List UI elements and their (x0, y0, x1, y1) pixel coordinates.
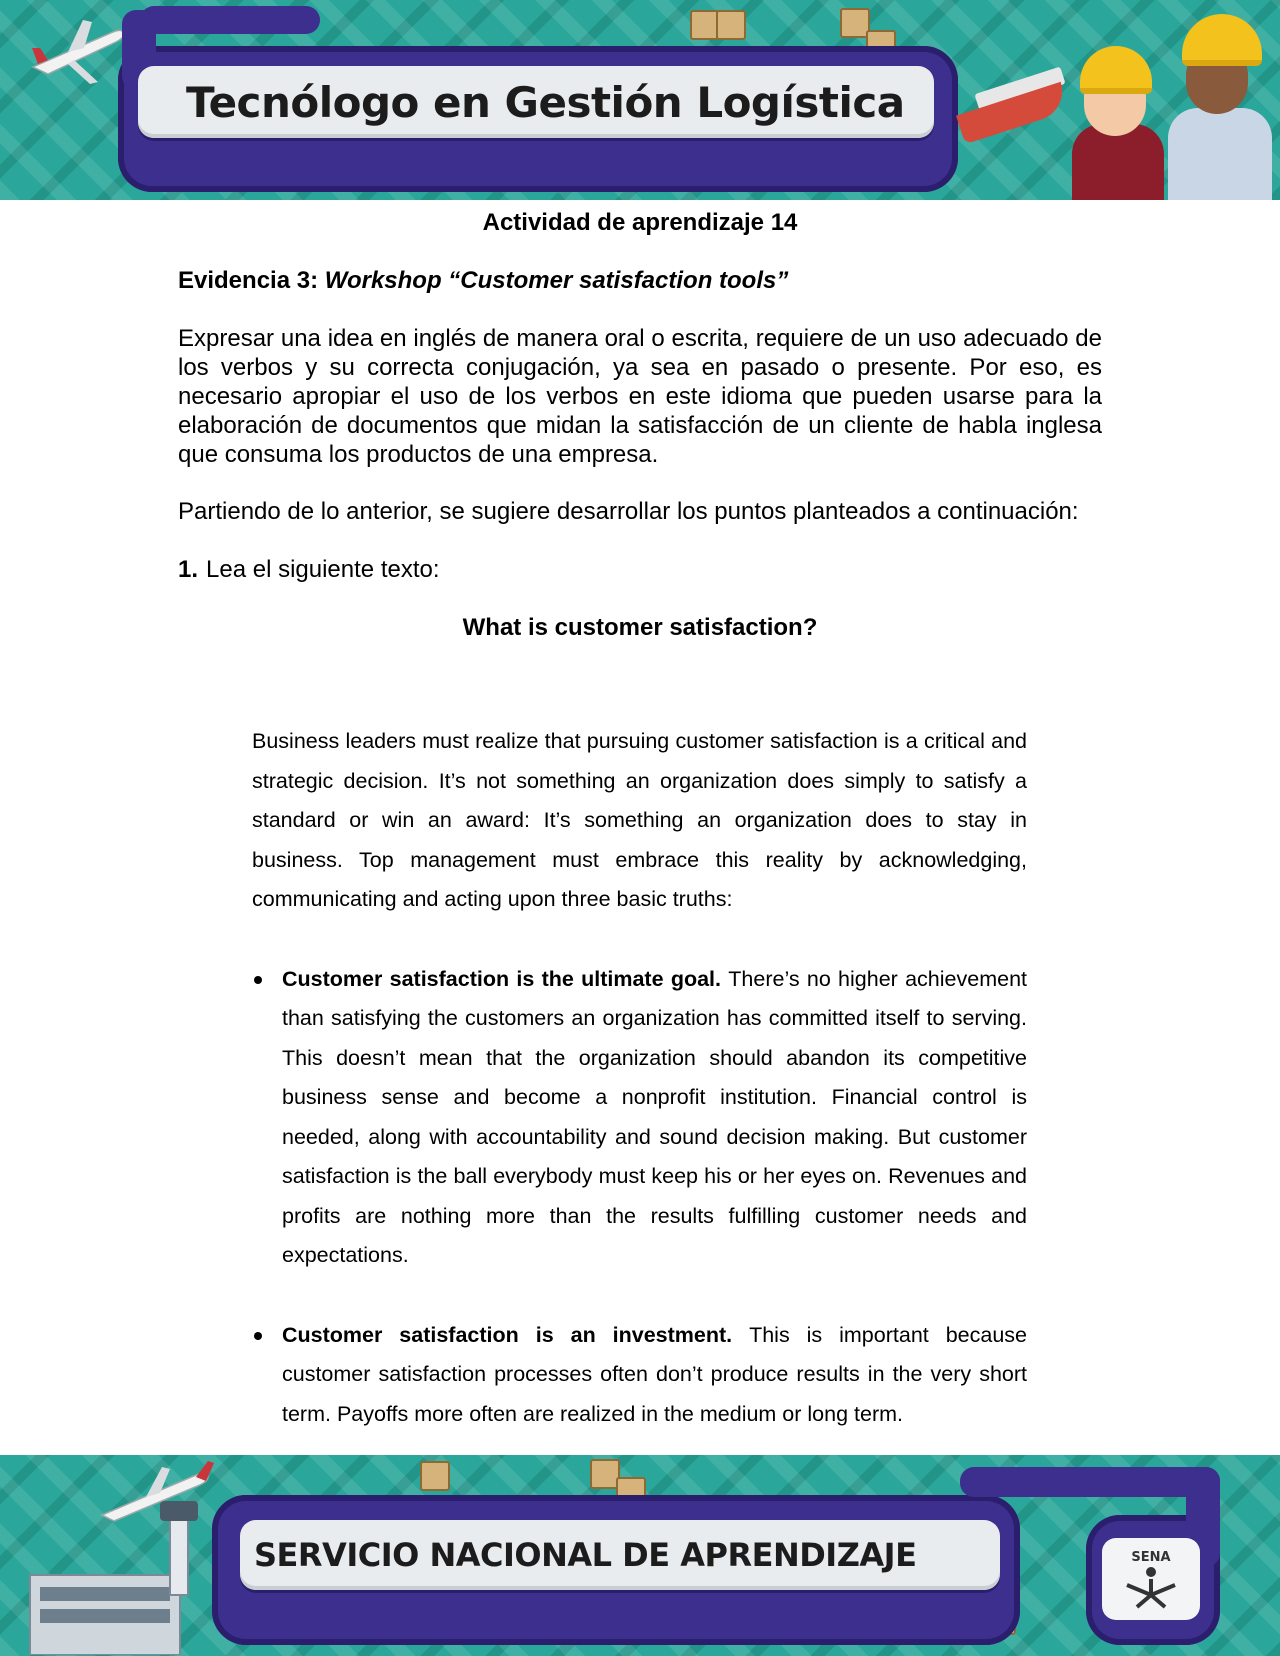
list-item (252, 960, 1027, 1276)
sena-logo-text: SENA (1131, 1549, 1171, 1565)
document-body (178, 200, 1102, 643)
evidence-label: Evidencia 3: (178, 267, 319, 294)
reading-title: What is customer satisfaction? (462, 614, 818, 641)
reading-text (252, 722, 1027, 1474)
crate-icon (420, 1461, 450, 1491)
sena-logo (1102, 1538, 1200, 1620)
footer-banner (0, 1455, 1280, 1656)
page-title: Tecnólogo en Gestión Logística (138, 66, 934, 138)
man-worker-illustration (1160, 8, 1280, 200)
sena-logo-figure-icon (1123, 1565, 1179, 1609)
bullet-text: This is important because customer satisfaction processes often don’t produce results in the very short term. Payoffs more often are realized in the medium or long term. (282, 1322, 1027, 1426)
header-banner (0, 0, 1280, 200)
institution-name: SERVICIO NACIONAL DE APRENDIZAJE (240, 1520, 1000, 1590)
bullet-text: There’s no higher achievement than satisfying the customers an organization has committed itself to serving. This doesn’t mean that the organization should abandon its competitive business sense and become a nonprofit institution. Financial control is needed, along with accountability and sound decision making. But customer satisfaction is the ball everybody must keep his or her eyes on. Revenues and profits are nothing more than the results fulfilling customer needs and expectations. (282, 966, 1027, 1267)
instruction-paragraph: Partiendo de lo anterior, se sugiere desarrollar los puntos planteados a continuación: (178, 498, 1079, 525)
crate-icon (716, 10, 746, 40)
evidence-title: Workshop “Customer satisfaction tools” (324, 267, 789, 294)
woman-worker-illustration (1060, 40, 1170, 200)
bullet-lead: Customer satisfaction is the ultimate goal. (282, 966, 729, 991)
step-number: 1. (178, 556, 199, 583)
reading-intro: Business leaders must realize that pursuing customer satisfaction is a critical and strategic decision. It’s not something an organization does simply to satisfy a standard or win an award: It’s something an organization does to stay in business. Top management must embrace this reality by acknowledging, communicating and acting upon three basic truths: (252, 729, 1027, 911)
bullet-lead: Customer satisfaction is an investment. (282, 1322, 750, 1347)
header-frame-tab (140, 6, 320, 34)
airplane-icon (28, 12, 128, 92)
step-text: Lea el siguiente texto: (206, 556, 440, 583)
truths-list (252, 960, 1027, 1435)
list-item (252, 1316, 1027, 1435)
bullet-icon (254, 976, 262, 984)
airplane-icon (96, 1457, 216, 1527)
intro-paragraph: Expresar una idea en inglés de manera oral o escrita, requiere de un uso adecuado de los verbos y su correcta conjugación, ya sea en pasado o presente. Por eso, es necesario apropiar el uso de los verbos en este idioma que pueden usarse para la elaboración de documentos que midan la satisfacción de un cliente de habla inglesa que consuma los productos de una empresa. (178, 325, 1102, 468)
bullet-icon (254, 1332, 262, 1340)
activity-title: Actividad de aprendizaje 14 (482, 209, 798, 236)
footer-frame-tab (960, 1467, 1220, 1497)
step-1 (178, 555, 1102, 585)
evidence-heading (178, 266, 1102, 296)
